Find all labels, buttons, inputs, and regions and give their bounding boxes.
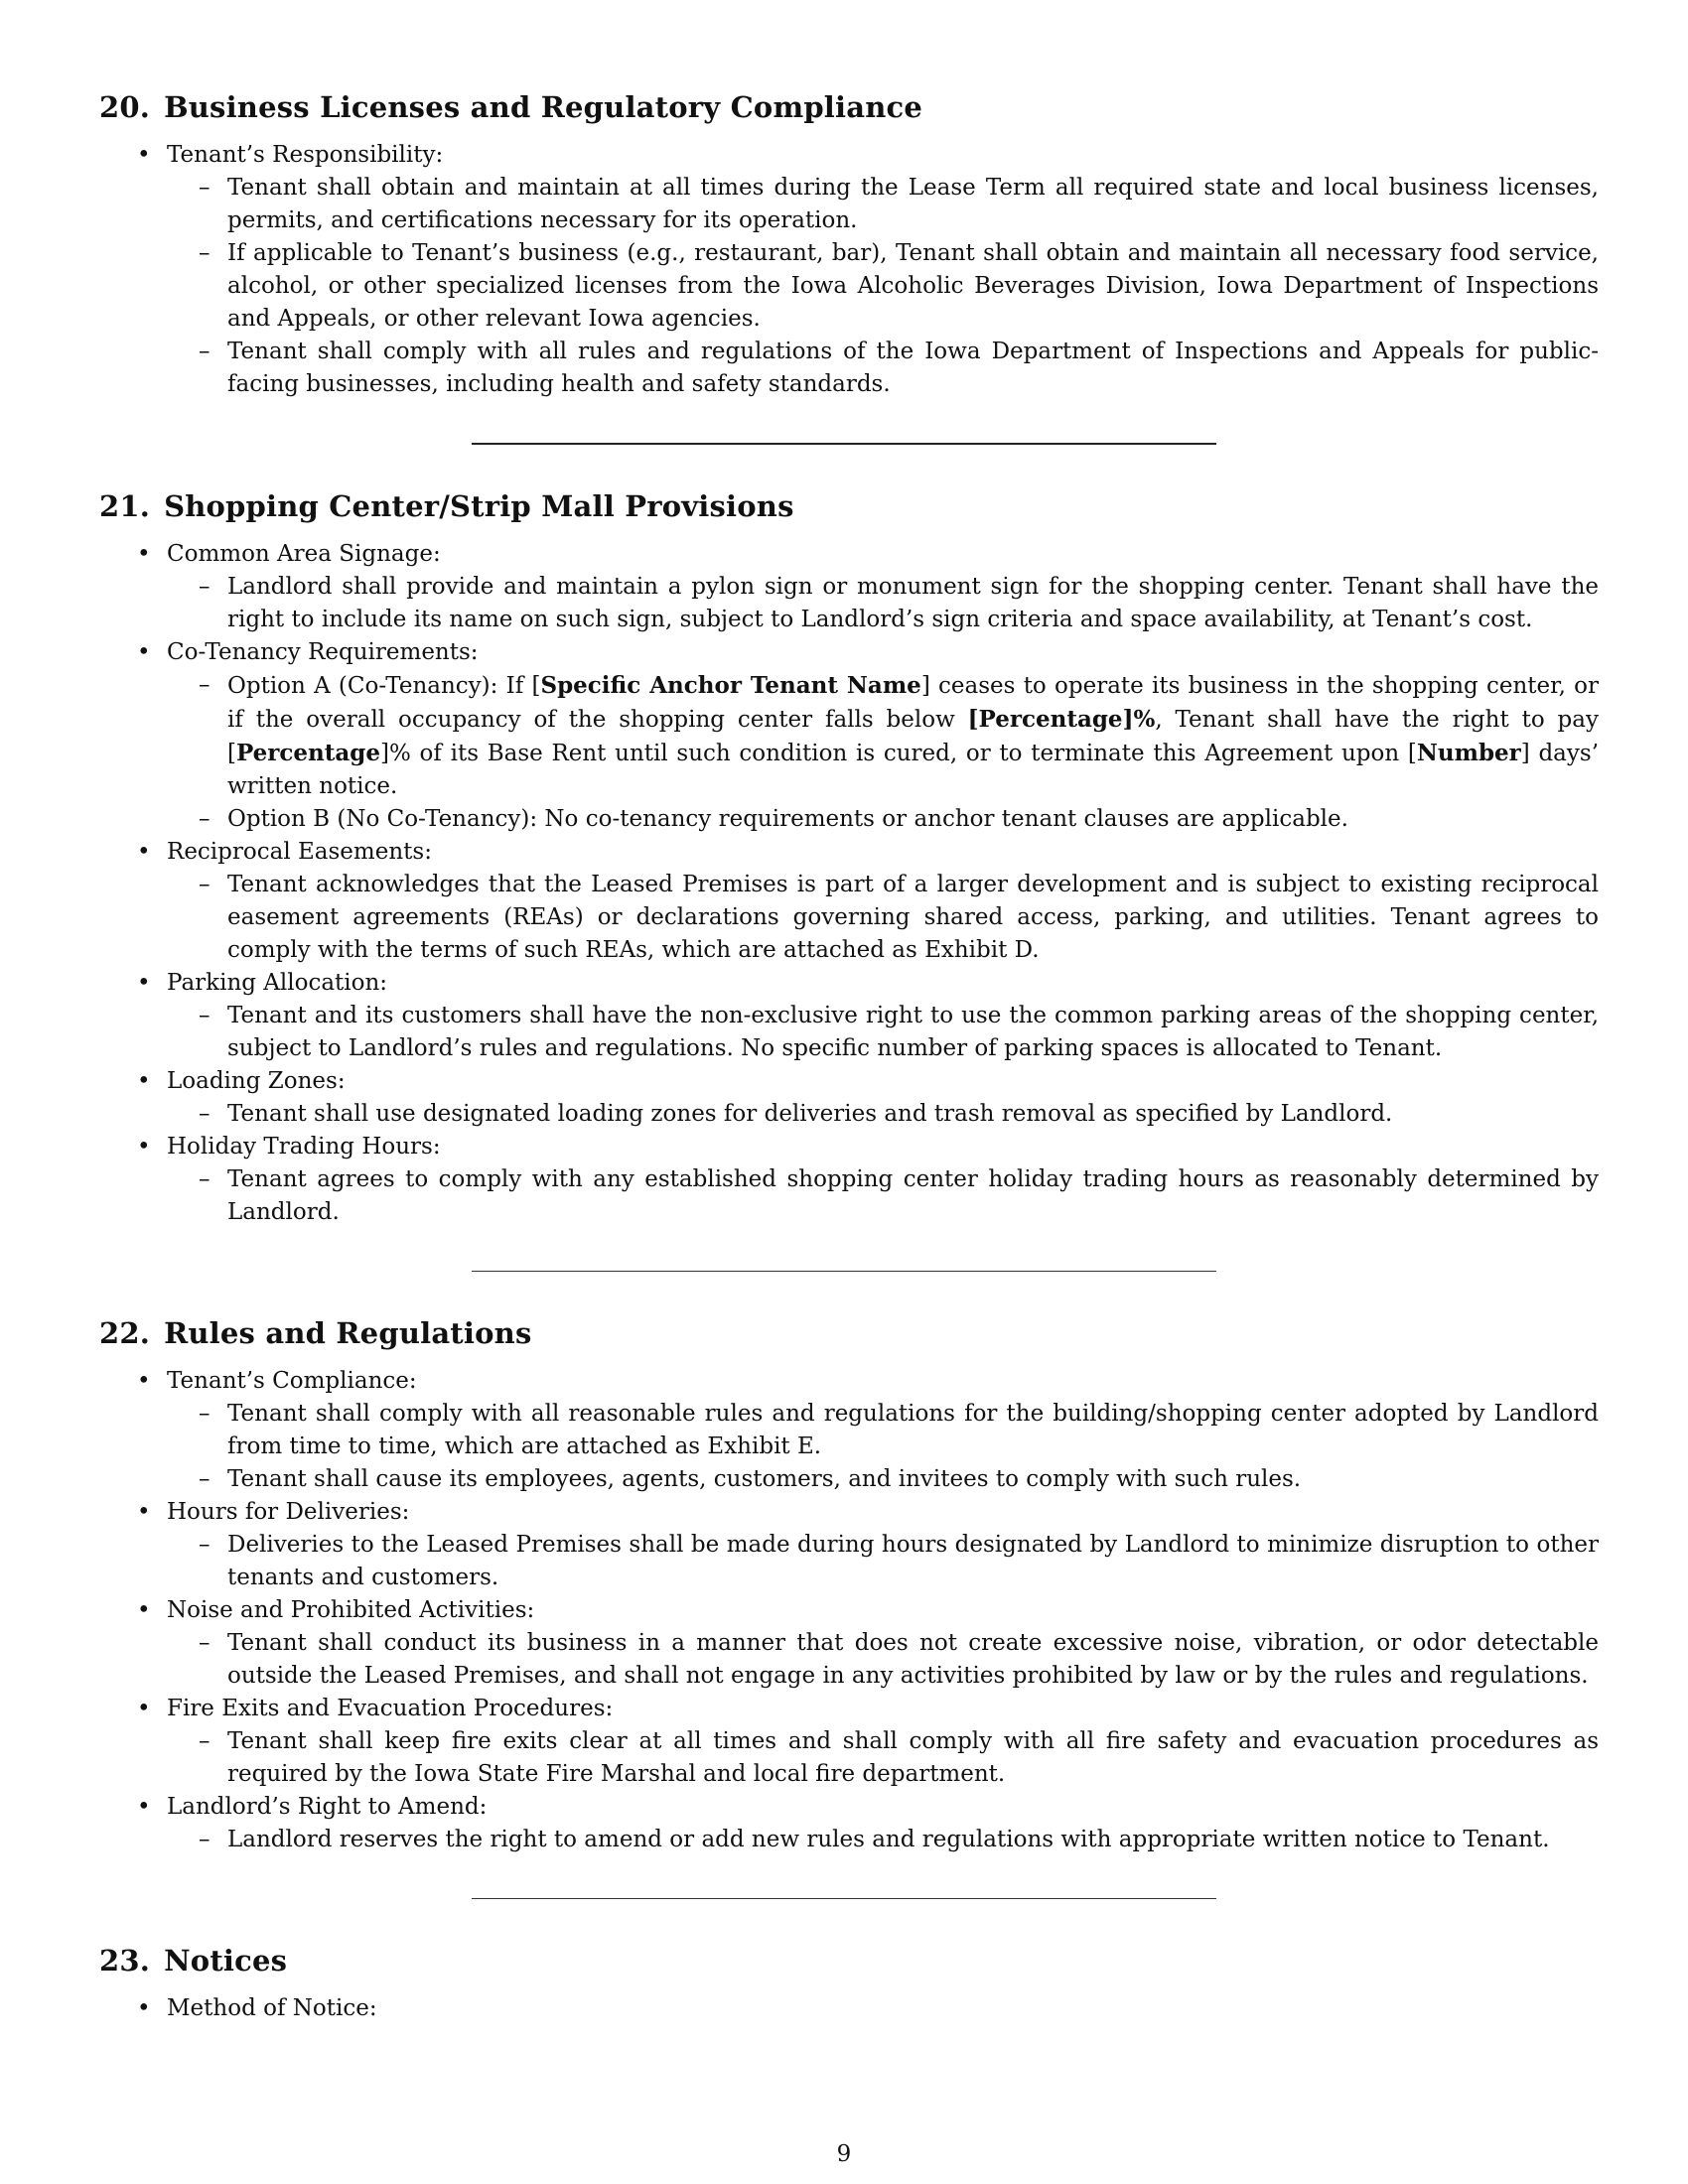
item-label: Fire Exits and Evacuation Procedures: <box>167 1696 614 1721</box>
list-item <box>99 636 1599 836</box>
sub-list <box>167 1000 1599 1065</box>
section-heading <box>99 1943 1599 1979</box>
sub-item: – Tenant shall cause its employees, agents, customers, and invitees to comply with such rules. <box>167 1463 1599 1496</box>
sub-item: – Landlord shall provide and maintain a pylon sign or monument sign for the shopping center. Tenant shall have the right to include its name on such sign, subject to Landlord’s sign criteria and space availability, at Tenant’s cost. <box>167 571 1599 636</box>
sub-item-option-b: – Option B (No Co-Tenancy): No co-tenancy requirements or anchor tenant clauses are applicable. <box>167 803 1599 836</box>
placeholder-anchor-tenant: Specific Anchor Tenant Name <box>540 672 921 699</box>
sub-list <box>167 1529 1599 1594</box>
section-number: 23. <box>99 1944 151 1978</box>
sub-item: – Tenant shall conduct its business in a manner that does not create excessive noise, vibration, or odor detectable outside the Leased Premises, and shall not engage in any activities prohibited by law or by the rules and regulations. <box>167 1627 1599 1693</box>
sub-item: – Tenant shall comply with all reasonable rules and regulations for the building/shopping center adopted by Landlord from time to time, which are attached as Exhibit E. <box>167 1398 1599 1463</box>
section-title: Business Licenses and Regulatory Compliance <box>164 90 923 124</box>
list-item <box>99 139 1599 401</box>
section-21 <box>99 488 1599 1229</box>
list-item <box>99 1131 1599 1229</box>
section-title: Rules and Regulations <box>164 1316 532 1350</box>
sub-list <box>167 1163 1599 1229</box>
list-item <box>99 1365 1599 1496</box>
sub-item: – Tenant shall use designated loading zones for deliveries and trash removal as specified by Landlord. <box>167 1098 1599 1131</box>
sub-item-option-a: – Option A (Co-Tenancy): If [Specific Anchor Tenant Name] ceases to operate its business in the shopping center, or if the overall occupancy of the shopping center falls below [Percentage]%, Tenant shall have the right to pay [Percentage]% of its Base Rent until such condition is cured, or to terminate this Agreement upon [Number] days’ written notice. <box>167 669 1599 803</box>
section-heading <box>99 89 1599 125</box>
placeholder-number: Number <box>1416 740 1521 766</box>
sub-list <box>167 172 1599 401</box>
section-title: Shopping Center/Strip Mall Provisions <box>164 489 794 523</box>
section-20 <box>99 89 1599 401</box>
section-number: 21. <box>99 489 151 523</box>
section-22 <box>99 1315 1599 1856</box>
list-item <box>99 967 1599 1065</box>
section-heading <box>99 1315 1599 1351</box>
list-item <box>99 1065 1599 1131</box>
sub-list <box>167 1098 1599 1131</box>
item-label: Reciprocal Easements: <box>167 839 432 865</box>
section-title: Notices <box>164 1944 288 1978</box>
item-label: Method of Notice: <box>167 1995 377 2021</box>
placeholder-percentage: [Percentage]% <box>967 706 1156 733</box>
sub-item: – Deliveries to the Leased Premises shall be made during hours designated by Landlord to minimize disruption to other tenants and customers. <box>167 1529 1599 1594</box>
list-item <box>99 836 1599 967</box>
page-number: 9 <box>836 2141 852 2167</box>
sub-item: – Tenant agrees to comply with any established shopping center holiday trading hours as reasonably determined by Landlord. <box>167 1163 1599 1229</box>
item-label: Common Area Signage: <box>167 541 441 567</box>
sub-item: – Tenant and its customers shall have the non-exclusive right to use the common parking areas of the shopping center, subject to Landlord’s rules and regulations. No specific number of parking spaces is allocated to Tenant. <box>167 1000 1599 1065</box>
item-label: Tenant’s Responsibility: <box>167 142 444 168</box>
sub-list <box>167 1725 1599 1791</box>
sub-item: – Tenant shall comply with all rules and regulations of the Iowa Department of Inspections and Appeals for public-facing businesses, including health and safety standards. <box>167 336 1599 401</box>
section-number: 22. <box>99 1316 151 1350</box>
bullet-list <box>99 139 1599 401</box>
sub-list <box>167 1398 1599 1496</box>
section-23 <box>99 1943 1599 2025</box>
document-page <box>99 89 1599 2025</box>
item-label: Co-Tenancy Requirements: <box>167 639 479 665</box>
list-item <box>99 538 1599 636</box>
bullet-list <box>99 538 1599 1229</box>
sub-list <box>167 869 1599 967</box>
item-label: Holiday Trading Hours: <box>167 1134 441 1160</box>
section-heading <box>99 488 1599 524</box>
sub-list <box>167 1627 1599 1693</box>
item-label: Hours for Deliveries: <box>167 1499 410 1525</box>
list-item <box>99 1496 1599 1594</box>
sub-item: – Tenant shall keep fire exits clear at all times and shall comply with all fire safety and evacuation procedures as required by the Iowa State Fire Marshal and local fire department. <box>167 1725 1599 1791</box>
section-number: 20. <box>99 90 151 124</box>
placeholder-percentage: Percentage <box>235 740 381 766</box>
sub-list <box>167 669 1599 836</box>
list-item <box>99 1594 1599 1693</box>
list-item <box>99 1992 1599 2025</box>
sub-list <box>167 1824 1599 1856</box>
bullet-list <box>99 1365 1599 1856</box>
bullet-list <box>99 1992 1599 2025</box>
sub-item: – If applicable to Tenant’s business (e.g., restaurant, bar), Tenant shall obtain and maintain all necessary food service, alcohol, or other specialized licenses from the Iowa Alcoholic Beverages Division, Iowa Department of Inspections and Appeals, or other relevant Iowa agencies. <box>167 237 1599 336</box>
item-label: Parking Allocation: <box>167 970 388 996</box>
item-label: Loading Zones: <box>167 1068 346 1094</box>
sub-item: – Tenant shall obtain and maintain at all times during the Lease Term all required state and local business licenses, permits, and certifications necessary for its operation. <box>167 172 1599 237</box>
sub-item: – Tenant acknowledges that the Leased Premises is part of a larger development and is subject to existing reciprocal easement agreements (REAs) or declarations governing shared access, parking, and utilities. Tenant agrees to comply with the terms of such REAs, which are attached as Exhibit D. <box>167 869 1599 967</box>
sub-list <box>167 571 1599 636</box>
item-label: Tenant’s Compliance: <box>167 1368 417 1394</box>
item-label: Landlord’s Right to Amend: <box>167 1794 488 1820</box>
sub-item: – Landlord reserves the right to amend or add new rules and regulations with appropriate written notice to Tenant. <box>167 1824 1599 1856</box>
list-item <box>99 1791 1599 1856</box>
item-label: Noise and Prohibited Activities: <box>167 1597 535 1623</box>
list-item <box>99 1693 1599 1791</box>
